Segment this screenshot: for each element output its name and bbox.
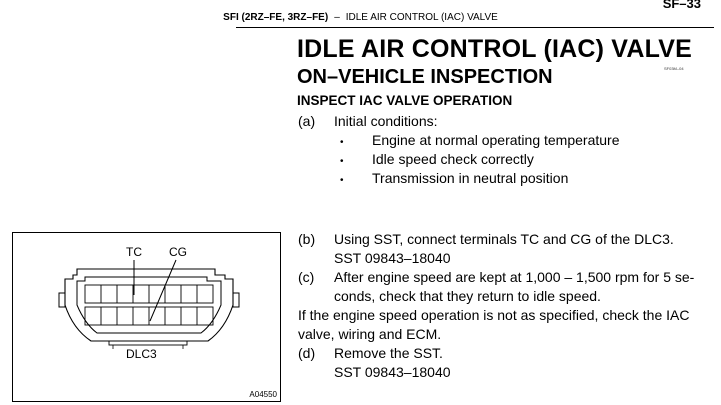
header-title: IDLE AIR CONTROL (IAC) VALVE: [345, 12, 498, 23]
step-a-label: (a): [298, 113, 316, 129]
section-heading: ON–VEHICLE INSPECTION: [297, 66, 553, 88]
page-title: IDLE AIR CONTROL (IAC) VALVE: [297, 35, 692, 63]
right-latch: [233, 293, 239, 307]
connector-outer-shell: [65, 269, 233, 341]
figure-code: SF03M–04: [664, 66, 684, 71]
dlc3-figure: [12, 232, 281, 402]
condition-text: Idle speed check correctly: [372, 151, 534, 167]
page-number: SF–33: [662, 0, 701, 11]
note-line2: valve, wiring and ECM.: [298, 326, 442, 342]
condition-text: Engine at normal operating temperature: [372, 132, 620, 148]
header-section: SFI (2RZ–FE, 3RZ–FE): [223, 12, 329, 23]
step-c-line2: conds, check that they return to idle speed.: [334, 288, 601, 304]
header-separator: –: [334, 12, 340, 23]
dlc3-connector-diagram: [13, 233, 282, 403]
step-d-text: Remove the SST.: [334, 345, 443, 361]
note-line1: If the engine speed operation is not as specified, check the IAC: [298, 307, 690, 323]
running-header: [0, 12, 721, 23]
step-heading: INSPECT IAC VALVE OPERATION: [297, 93, 513, 108]
figure-id: A04550: [249, 390, 277, 399]
bottom-rib: [109, 341, 187, 345]
step-b-text: Using SST, connect terminals TC and CG of the DLC3.: [334, 231, 674, 247]
header-rule: [236, 27, 714, 28]
connector-label: DLC3: [126, 347, 157, 361]
bullet-icon: •: [340, 175, 344, 186]
lower-pin-row: [85, 307, 213, 325]
condition-text: Transmission in neutral position: [372, 170, 569, 186]
step-a-text: Initial conditions:: [334, 113, 438, 129]
tc-label: TC: [126, 245, 142, 259]
step-c-label: (c): [298, 269, 315, 285]
cg-label: CG: [169, 245, 187, 259]
bullet-icon: •: [340, 137, 344, 148]
step-d-sst: SST 09843–18040: [334, 364, 451, 380]
step-b-label: (b): [298, 231, 316, 247]
step-c-line1: After engine speed are kept at 1,000 – 1,500 rpm for 5 se-: [334, 269, 695, 285]
left-latch: [59, 293, 65, 307]
upper-pin-row: [85, 285, 213, 303]
step-d-label: (d): [298, 345, 316, 361]
bullet-icon: •: [340, 156, 344, 167]
step-b-sst: SST 09843–18040: [334, 250, 451, 266]
